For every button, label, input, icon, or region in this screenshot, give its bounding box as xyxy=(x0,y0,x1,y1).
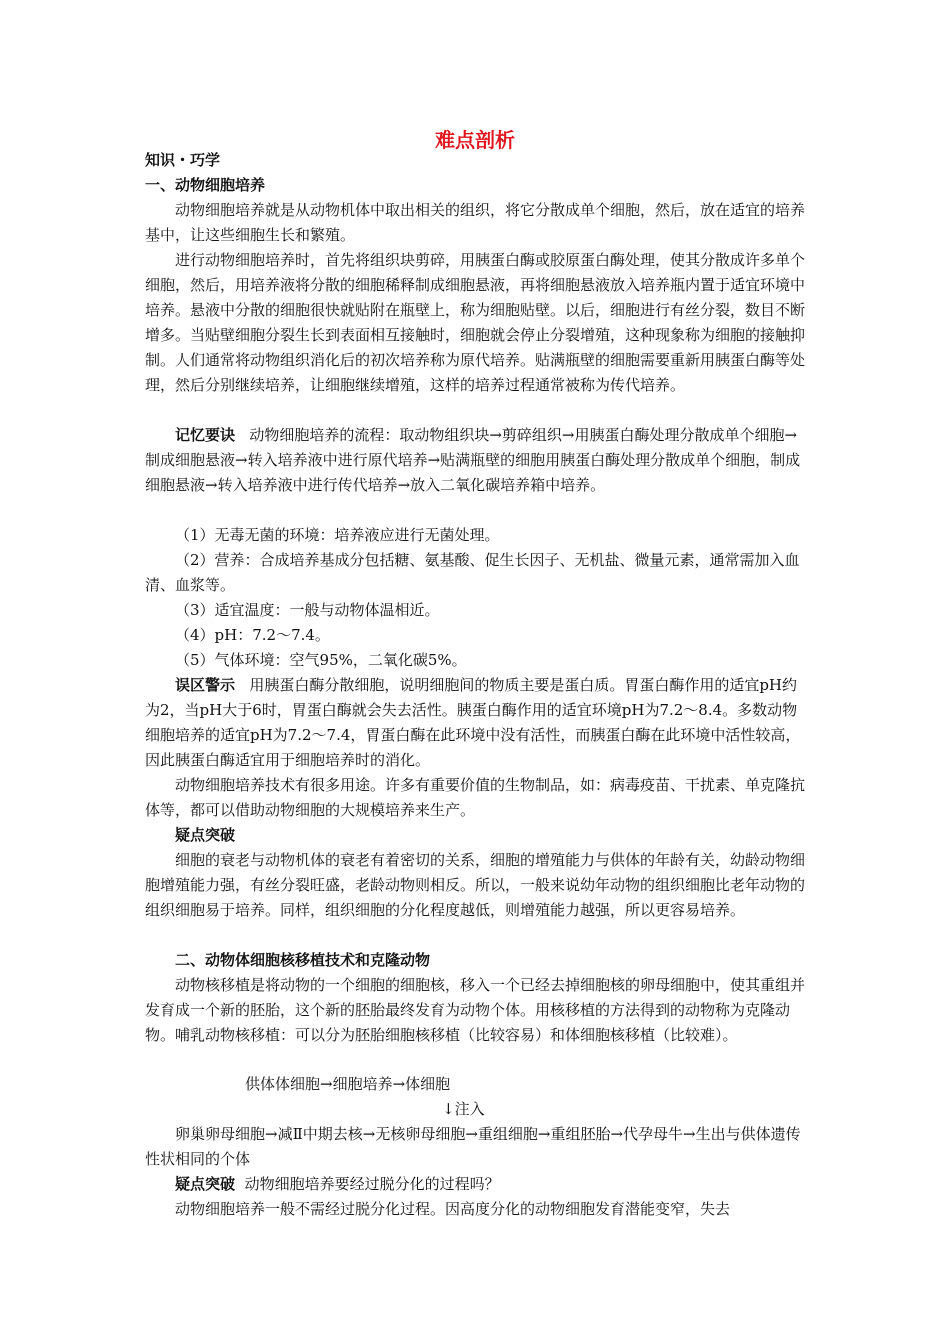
breakthrough-question: 动物细胞培养要经过脱分化的过程吗？ xyxy=(244,1175,500,1193)
section-2-heading: 二、动物体细胞核移植技术和克隆动物 xyxy=(175,951,431,969)
s1-paragraph-1: 动物细胞培养就是从动物机体中取出相关的组织，将它分散成单个细胞，然后，放在适宜的培养基中，让这些细胞生长和繁殖。 xyxy=(145,201,806,244)
breakthrough-paragraph-2 xyxy=(145,1172,810,1197)
memory-tip-paragraph xyxy=(145,423,810,498)
warning-label: 误区警示 xyxy=(175,676,236,694)
memory-tip-text: 动物细胞培养的流程：取动物组织块→剪碎组织→用胰蛋白酶处理分散成单个细胞→制成细胞悬液→转入培养液中进行原代培养→贴满瓶壁的细胞用胰蛋白酶处理分散成单个细胞，制成细胞悬液→转入培养液中进行传代培养→放入二氧化碳培养箱中培养。 xyxy=(145,426,801,494)
condition-1: （1）无毒无菌的环境：培养液应进行无菌处理。 xyxy=(175,526,500,544)
section-1-heading: 一、动物细胞培养 xyxy=(145,176,266,194)
condition-5: （5）气体环境：空气95%，二氧化碳5%。 xyxy=(175,651,467,669)
warning-text: 用胰蛋白酶分散细胞，说明细胞间的物质主要是蛋白质。胃蛋白酶作用的适宜pH约为2，当pH大于6时，胃蛋白酶就会失去活性。胰蛋白酶作用的适宜环境pH为7.2～8.4。多数动物细胞培养的适宜pH为7.2～7.4，胃蛋白酶在此环境中没有活性，而胰蛋白酶在此环境中活性较高，因此胰蛋白酶适宜用于细胞培养时的消化。 xyxy=(145,676,801,769)
s1-paragraph-3: 动物细胞培养技术有很多用途。许多有重要价值的生物制品，如：病毒疫苗、干扰素、单克隆抗体等，都可以借助动物细胞的大规模培养来生产。 xyxy=(145,776,806,819)
breakthrough-label-2: 疑点突破 xyxy=(175,1175,236,1193)
section-label: 知识・巧学 xyxy=(145,151,221,169)
flow-main-line: 卵巢卵母细胞→减Ⅱ中期去核→无核卵母细胞→重组细胞→重组胚胎→代孕母牛→生出与供体遗传性状相同的个体 xyxy=(145,1125,801,1168)
breakthrough-label-1: 疑点突破 xyxy=(175,826,236,844)
warning-paragraph xyxy=(145,673,810,773)
s1-paragraph-2: 进行动物细胞培养时，首先将组织块剪碎，用胰蛋白酶或胶原蛋白酶处理，使其分散成许多单个细胞，然后，用培养液将分散的细胞稀释制成细胞悬液，再将细胞悬液放入培养瓶内置于适宜环境中培养。悬液中分散的细胞很快就贴附在瓶壁上，称为细胞贴壁。以后，细胞进行有丝分裂，数目不断增多。当贴壁细胞分裂生长到表面相互接触时，细胞就会停止分裂增殖，这种现象称为细胞的接触抑制。人们通常将动物组织消化后的初次培养称为原代培养。贴满瓶壁的细胞需要重新用胰蛋白酶等处理，然后分别继续培养，让细胞继续增殖，这样的培养过程通常被称为传代培养。 xyxy=(145,251,806,394)
memory-tip-label: 记忆要诀 xyxy=(175,426,236,444)
flow-top-line: 供体体细胞→细胞培养→体细胞 xyxy=(245,1075,451,1093)
condition-4: （4）pH：7.2～7.4。 xyxy=(175,626,330,644)
s2-paragraph-2: 动物细胞培养一般不需经过脱分化过程。因高度分化的动物细胞发育潜能变窄，失去 xyxy=(175,1200,731,1218)
condition-3: （3）适宜温度：一般与动物体温相近。 xyxy=(175,601,440,619)
page-title: 难点剖析 xyxy=(435,128,515,152)
s2-paragraph-1: 动物核移植是将动物的一个细胞的细胞核，移入一个已经去掉细胞核的卵母细胞中，使其重组并发育成一个新的胚胎，这个新的胚胎最终发育为动物个体。用核移植的方法得到的动物称为克隆动物。哺乳动物核移植：可以分为胚胎细胞核移植（比较容易）和体细胞核移植（比较难）。 xyxy=(145,976,806,1044)
s1-paragraph-4: 细胞的衰老与动物机体的衰老有着密切的关系，细胞的增殖能力与供体的年龄有关，幼龄动物细胞增殖能力强，有丝分裂旺盛，老龄动物则相反。所以，一般来说幼年动物的组织细胞比老年动物的组织细胞易于培养。同样，组织细胞的分化程度越低，则增殖能力越强，所以更容易培养。 xyxy=(145,851,806,919)
flow-inject-arrow: ↓注入 xyxy=(442,1100,485,1118)
condition-2: （2）营养：合成培养基成分包括糖、氨基酸、促生长因子、无机盐、微量元素，通常需加入血清、血浆等。 xyxy=(145,551,800,594)
